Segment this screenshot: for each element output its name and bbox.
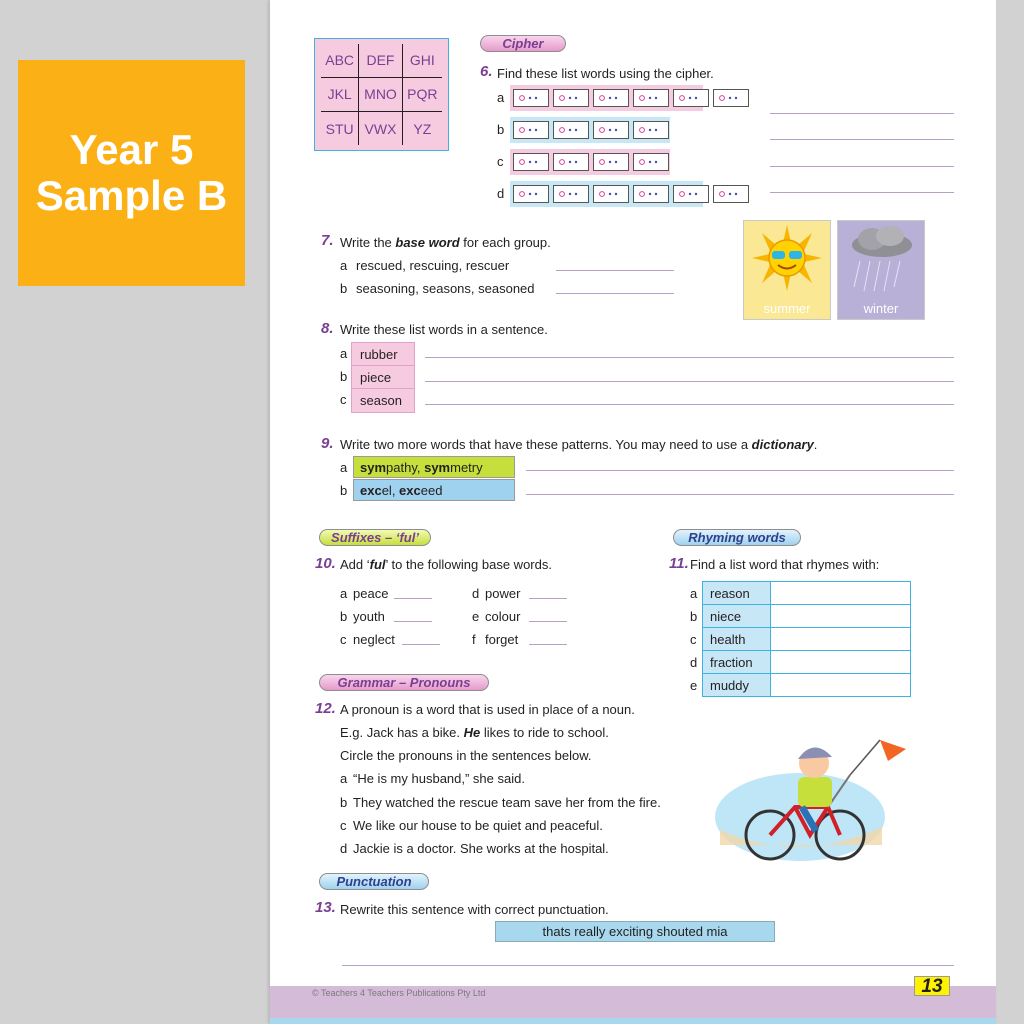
table-row xyxy=(703,582,911,605)
q10-letter: b xyxy=(340,609,348,624)
cipher-symbol xyxy=(673,89,709,107)
q10-letter: f xyxy=(472,632,476,647)
cipher-symbol xyxy=(513,89,549,107)
cipher-symbol xyxy=(713,185,749,203)
summer-picture xyxy=(743,220,831,320)
q10-base-word: colour xyxy=(485,609,521,624)
pattern-box-sym: sympathy, symmetry xyxy=(353,456,515,478)
rhyme-word: reason xyxy=(703,582,771,605)
cipher-symbol xyxy=(513,153,549,171)
cipher-symbol xyxy=(593,121,629,139)
q11-letter: e xyxy=(690,678,698,693)
cipher-symbol xyxy=(593,185,629,203)
cipher-symbol xyxy=(513,121,549,139)
q12-instruction: Circle the pronouns in the sentences below. xyxy=(340,748,592,763)
answer-line[interactable] xyxy=(526,494,954,495)
answer-line[interactable] xyxy=(529,598,567,599)
q6-letter: d xyxy=(497,186,505,201)
cipher-symbol xyxy=(553,153,589,171)
q11-letter: a xyxy=(690,586,698,601)
list-word: season xyxy=(360,393,402,408)
section-tag-cipher: Cipher xyxy=(480,35,566,52)
list-word: rubber xyxy=(352,343,414,366)
answer-line[interactable] xyxy=(402,644,440,645)
pattern-box-exc: excel, exceed xyxy=(353,479,515,501)
answer-line[interactable] xyxy=(529,621,567,622)
answer-line[interactable] xyxy=(770,113,954,114)
q12-definition: A pronoun is a word that is used in place of a noun. xyxy=(340,702,635,717)
q10-base-word: forget xyxy=(485,632,519,647)
summer-caption: summer xyxy=(763,301,811,316)
q6-letter: c xyxy=(497,154,504,169)
question-number-6: 6. xyxy=(480,63,493,80)
q10-base-word: peace xyxy=(353,586,389,601)
q10-base-word: youth xyxy=(353,609,385,624)
cipher-cell: PQR xyxy=(402,77,442,111)
q10-letter: d xyxy=(472,586,480,601)
section-tag-grammar: Grammar – Pronouns xyxy=(319,674,489,691)
cipher-symbol xyxy=(553,89,589,107)
table-row xyxy=(703,605,911,628)
q12-letter: d xyxy=(340,841,348,856)
q12-letter: a xyxy=(340,771,348,786)
cipher-symbol xyxy=(553,185,589,203)
q10-letter: e xyxy=(472,609,480,624)
cipher-cell: ABC xyxy=(325,52,355,69)
answer-line[interactable] xyxy=(770,192,954,193)
answer-line[interactable] xyxy=(770,139,954,140)
question-number-10: 10. xyxy=(315,555,336,572)
q13-sentence-box: thats really exciting shouted mia xyxy=(495,921,775,942)
q9-letter: a xyxy=(340,460,348,475)
answer-line[interactable] xyxy=(394,598,432,599)
answer-line[interactable] xyxy=(556,293,674,294)
table-row xyxy=(703,674,911,697)
answer-line[interactable] xyxy=(425,381,954,382)
badge-line-1: Year 5 xyxy=(69,126,194,173)
q12-example: E.g. Jack has a bike. He likes to ride to school. xyxy=(340,725,609,740)
cipher-symbol xyxy=(633,185,669,203)
q6-instruction: Find these list words using the cipher. xyxy=(497,66,714,81)
cipher-symbol xyxy=(633,153,669,171)
question-number-9: 9. xyxy=(321,435,334,452)
cipher-code-a xyxy=(510,85,703,111)
q7-instruction: Write the base word for each group. xyxy=(340,235,551,250)
cipher-cell: VWX xyxy=(359,112,402,145)
q10-base-word: neglect xyxy=(353,632,395,647)
cipher-code-b xyxy=(510,117,670,143)
answer-line[interactable] xyxy=(394,621,432,622)
cipher-code-d xyxy=(510,181,703,207)
cipher-cell: DEF xyxy=(359,44,402,77)
q8-word-box xyxy=(351,342,415,413)
answer-cell[interactable] xyxy=(771,605,911,628)
answer-line[interactable] xyxy=(425,357,954,358)
answer-line[interactable] xyxy=(529,644,567,645)
q12-letter: b xyxy=(340,795,348,810)
badge-line-2: Sample B xyxy=(35,172,228,219)
answer-line[interactable] xyxy=(556,270,674,271)
cipher-cell: MNO xyxy=(359,77,402,111)
cipher-code-c xyxy=(510,149,670,175)
question-number-11: 11. xyxy=(669,555,689,572)
question-number-12: 12. xyxy=(315,700,336,717)
q11-instruction: Find a list word that rhymes with: xyxy=(690,557,880,572)
cipher-symbol xyxy=(593,89,629,107)
answer-line[interactable] xyxy=(770,166,954,167)
q9-instruction: Write two more words that have these patterns. You may need to use a dictionary. xyxy=(340,437,818,452)
rhyme-word: health xyxy=(703,628,771,651)
q10-instruction: Add ‘ful’ to the following base words. xyxy=(340,557,552,572)
rhyme-word: niece xyxy=(703,605,771,628)
cipher-symbol xyxy=(513,185,549,203)
q9-letter: b xyxy=(340,483,348,498)
q7-letter: a xyxy=(340,258,348,273)
cipher-key-grid xyxy=(314,38,449,151)
table-row xyxy=(703,628,911,651)
rhyming-table xyxy=(702,581,911,697)
winter-picture xyxy=(837,220,925,320)
q8-instruction: Write these list words in a sentence. xyxy=(340,322,548,337)
q6-letter: a xyxy=(497,90,505,105)
q11-letter: b xyxy=(690,609,698,624)
list-word: piece xyxy=(352,366,414,389)
cipher-cell: YZ xyxy=(402,112,442,145)
cipher-symbol xyxy=(633,121,669,139)
q7-letter: b xyxy=(340,281,348,296)
worksheet-page xyxy=(270,0,996,1024)
q10-letter: a xyxy=(340,586,348,601)
q11-letter: c xyxy=(690,632,697,647)
question-number-8: 8. xyxy=(321,320,334,337)
rhyme-word: muddy xyxy=(703,674,771,697)
q12-sentence[interactable]: They watched the rescue team save her from the fire. xyxy=(353,795,661,810)
cipher-cell: JKL xyxy=(321,77,359,111)
section-tag-rhyming: Rhyming words xyxy=(673,529,801,546)
sun-icon xyxy=(744,221,830,301)
rhyme-word: fraction xyxy=(703,651,771,674)
answer-cell[interactable] xyxy=(771,651,911,674)
q12-sentence[interactable]: Jackie is a doctor. She works at the hospital. xyxy=(353,841,609,856)
q12-letter: c xyxy=(340,818,347,833)
answer-cell[interactable] xyxy=(771,628,911,651)
q12-sentence[interactable]: “He is my husband,” she said. xyxy=(353,771,525,786)
q13-instruction: Rewrite this sentence with correct punctuation. xyxy=(340,902,609,917)
answer-cell[interactable] xyxy=(771,674,911,697)
copyright-text: © Teachers 4 Teachers Publications Pty Ltd xyxy=(312,988,486,998)
page-number: 13 xyxy=(914,976,950,996)
answer-line[interactable] xyxy=(425,404,954,405)
section-tag-punctuation: Punctuation xyxy=(319,873,429,890)
cipher-cell: GHI xyxy=(402,44,442,77)
rain-cloud-icon xyxy=(838,221,924,301)
q8-letter: c xyxy=(340,392,347,407)
q10-base-word: power xyxy=(485,586,521,601)
cipher-cell: STU xyxy=(321,112,359,145)
answer-cell[interactable] xyxy=(771,582,911,605)
q6-letter: b xyxy=(497,122,505,137)
cipher-symbol xyxy=(593,153,629,171)
q8-letter: b xyxy=(340,369,348,384)
question-number-13: 13. xyxy=(315,899,336,916)
table-row xyxy=(703,651,911,674)
cyclist-illustration xyxy=(710,735,910,865)
q10-letter: c xyxy=(340,632,347,647)
question-number-7: 7. xyxy=(321,232,334,249)
winter-caption: winter xyxy=(863,301,899,316)
q7-word-group: seasoning, seasons, seasoned xyxy=(356,281,535,296)
q7-word-group: rescued, rescuing, rescuer xyxy=(356,258,510,273)
cipher-symbol xyxy=(633,89,669,107)
q11-letter: d xyxy=(690,655,698,670)
cipher-symbol xyxy=(553,121,589,139)
answer-line[interactable] xyxy=(342,965,954,966)
sample-badge xyxy=(18,60,245,286)
q12-sentence[interactable]: We like our house to be quiet and peaceful. xyxy=(353,818,603,833)
cipher-symbol xyxy=(713,89,749,107)
q8-letter: a xyxy=(340,346,348,361)
cipher-symbol xyxy=(673,185,709,203)
section-tag-suffixes: Suffixes – ‘ful’ xyxy=(319,529,431,546)
answer-line[interactable] xyxy=(526,470,954,471)
